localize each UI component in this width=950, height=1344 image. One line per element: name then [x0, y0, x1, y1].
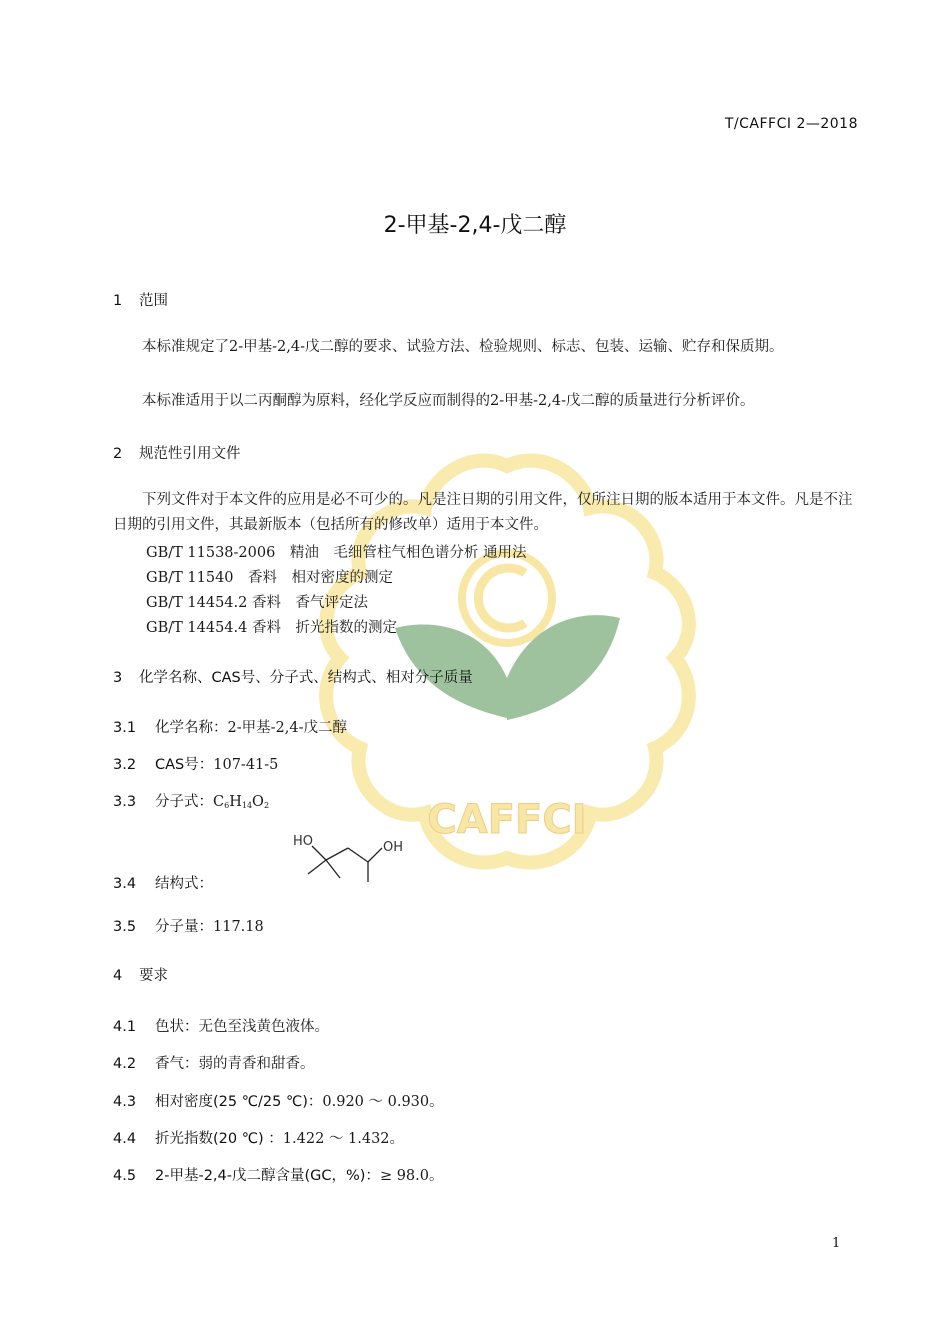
reference-item: GB/T 14454.4 香料 折光指数的测定	[146, 620, 397, 636]
item-3-1: 3.1 化学名称：2-甲基-2,4-戊二醇	[113, 720, 347, 736]
reference-item: GB/T 11538-2006 精油 毛细管柱气相色谱分析 通用法	[146, 545, 527, 561]
section-3-heading	[113, 666, 473, 687]
item-3-4: 3.4 结构式：	[113, 876, 213, 892]
molecular-formula: $C_6H_{14}O_2$	[213, 794, 270, 810]
reference-item: GB/T 11540 香料 相对密度的测定	[146, 570, 394, 586]
section-2-number: 2	[113, 446, 123, 462]
item-3-3: 3.3 分子式：$C_6H_{14}O_2$	[113, 794, 270, 810]
section-1-heading	[113, 289, 168, 310]
item-3-2: 3.2 CAS号：107-41-5	[113, 757, 279, 773]
section-3-title: 化学名称、CAS号、分子式、结构式、相对分子质量	[139, 670, 473, 686]
item-4-4: 4.4 折光指数(20 ℃) ：1.422 ～ 1.432。	[113, 1131, 405, 1147]
section-1-paragraph-1: 本标准规定了2-甲基-2,4-戊二醇的要求、试验方法、检验规则、标志、包装、运输、贮存和保质期。	[142, 339, 784, 355]
item-4-2: 4.2 香气：弱的青香和甜香。	[113, 1056, 315, 1072]
section-2-title: 规范性引用文件	[139, 446, 241, 462]
item-3-5: 3.5 分子量：117.18	[113, 919, 264, 935]
section-1-number: 1	[113, 293, 123, 309]
structure-label-oh: OH	[383, 840, 404, 855]
section-4-heading	[113, 964, 168, 985]
section-1-paragraph-2: 本标准适用于以二丙酮醇为原料，经化学反应而制得的2-甲基-2,4-戊二醇的质量进行分析评价。	[142, 393, 755, 409]
section-3-number: 3	[113, 670, 123, 686]
structure-label-ho: HO	[293, 834, 314, 849]
page-number: 1	[832, 1236, 841, 1251]
item-4-5: 4.5 2-甲基-2,4-戊二醇含量(GC，%)：≥ 98.0。	[113, 1168, 444, 1184]
section-1-title: 范围	[139, 293, 168, 309]
section-2-paragraph-1: 下列文件对于本文件的应用是必不可少的。凡是注日期的引用文件，仅所注日期的版本适用于本文件。凡是不注日期的引用文件，其最新版本（包括所有的修改单）适用于本文件。	[113, 492, 853, 533]
document-title: 2-甲基-2,4-戊二醇	[383, 213, 567, 238]
reference-item: GB/T 14454.2 香料 香气评定法	[146, 595, 368, 611]
item-4-3: 4.3 相对密度(25 ℃/25 ℃)：0.920 ～ 0.930。	[113, 1094, 444, 1110]
watermark-text: CAFFCI	[427, 797, 587, 843]
item-4-1: 4.1 色状：无色至浅黄色液体。	[113, 1019, 329, 1035]
section-4-title: 要求	[139, 968, 168, 984]
section-4-number: 4	[113, 968, 123, 984]
structural-formula-diagram	[290, 830, 420, 885]
section-2-heading	[113, 442, 241, 463]
document-number: T/CAFFCI 2—2018	[724, 116, 858, 132]
